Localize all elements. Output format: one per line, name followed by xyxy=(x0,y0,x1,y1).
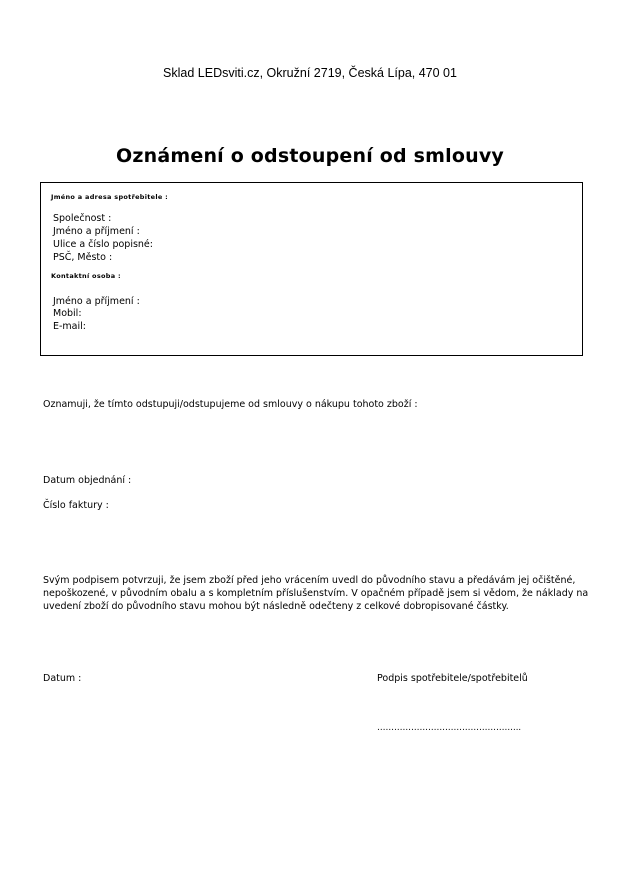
order-date-label: Datum objednání : xyxy=(43,475,132,486)
date-label: Datum : xyxy=(43,673,82,684)
postcode-city-field-label: PSČ, Město : xyxy=(53,252,113,263)
signature-line: …………………………………………... xyxy=(377,723,522,733)
mobile-field-label: Mobil: xyxy=(53,308,82,319)
name-field-label: Jméno a příjmení : xyxy=(53,226,140,237)
declaration-line: Svým podpisem potvrzuji, že jsem zboží před jeho vrácením uvedl do původního stavu a předávám jej očištěné, xyxy=(43,575,576,586)
consumer-section-label: Jméno a adresa spotřebitele : xyxy=(51,193,169,201)
declaration-line: uvedení zboží do původního stavu mohou být následně odečteny z celkové dobropisované částky. xyxy=(43,601,509,612)
invoice-number-label: Číslo faktury : xyxy=(43,500,109,511)
contact-section-label: Kontaktní osoba : xyxy=(51,272,121,280)
document-title: Oznámení o odstoupení od smlouvy xyxy=(116,145,504,167)
withdrawal-notice-text: Oznamuji, že tímto odstupuji/odstupujeme od smlouvy o nákupu tohoto zboží : xyxy=(43,399,418,410)
company-field-label: Společnost : xyxy=(53,213,112,224)
store-address-header: Sklad LEDsviti.cz, Okružní 2719, Česká Lípa, 470 01 xyxy=(163,66,457,80)
customer-info-box xyxy=(40,182,583,356)
signature-label: Podpis spotřebitele/spotřebitelů xyxy=(377,673,528,684)
street-field-label: Ulice a číslo popisné: xyxy=(53,239,153,250)
email-field-label: E-mail: xyxy=(53,321,86,332)
declaration-paragraph xyxy=(43,574,589,613)
contact-name-field-label: Jméno a příjmení : xyxy=(53,296,140,307)
declaration-line: nepoškozené, v původním obalu a s kompletním příslušenstvím. V opačném případě jsem si vědom, že náklady na xyxy=(43,588,589,599)
